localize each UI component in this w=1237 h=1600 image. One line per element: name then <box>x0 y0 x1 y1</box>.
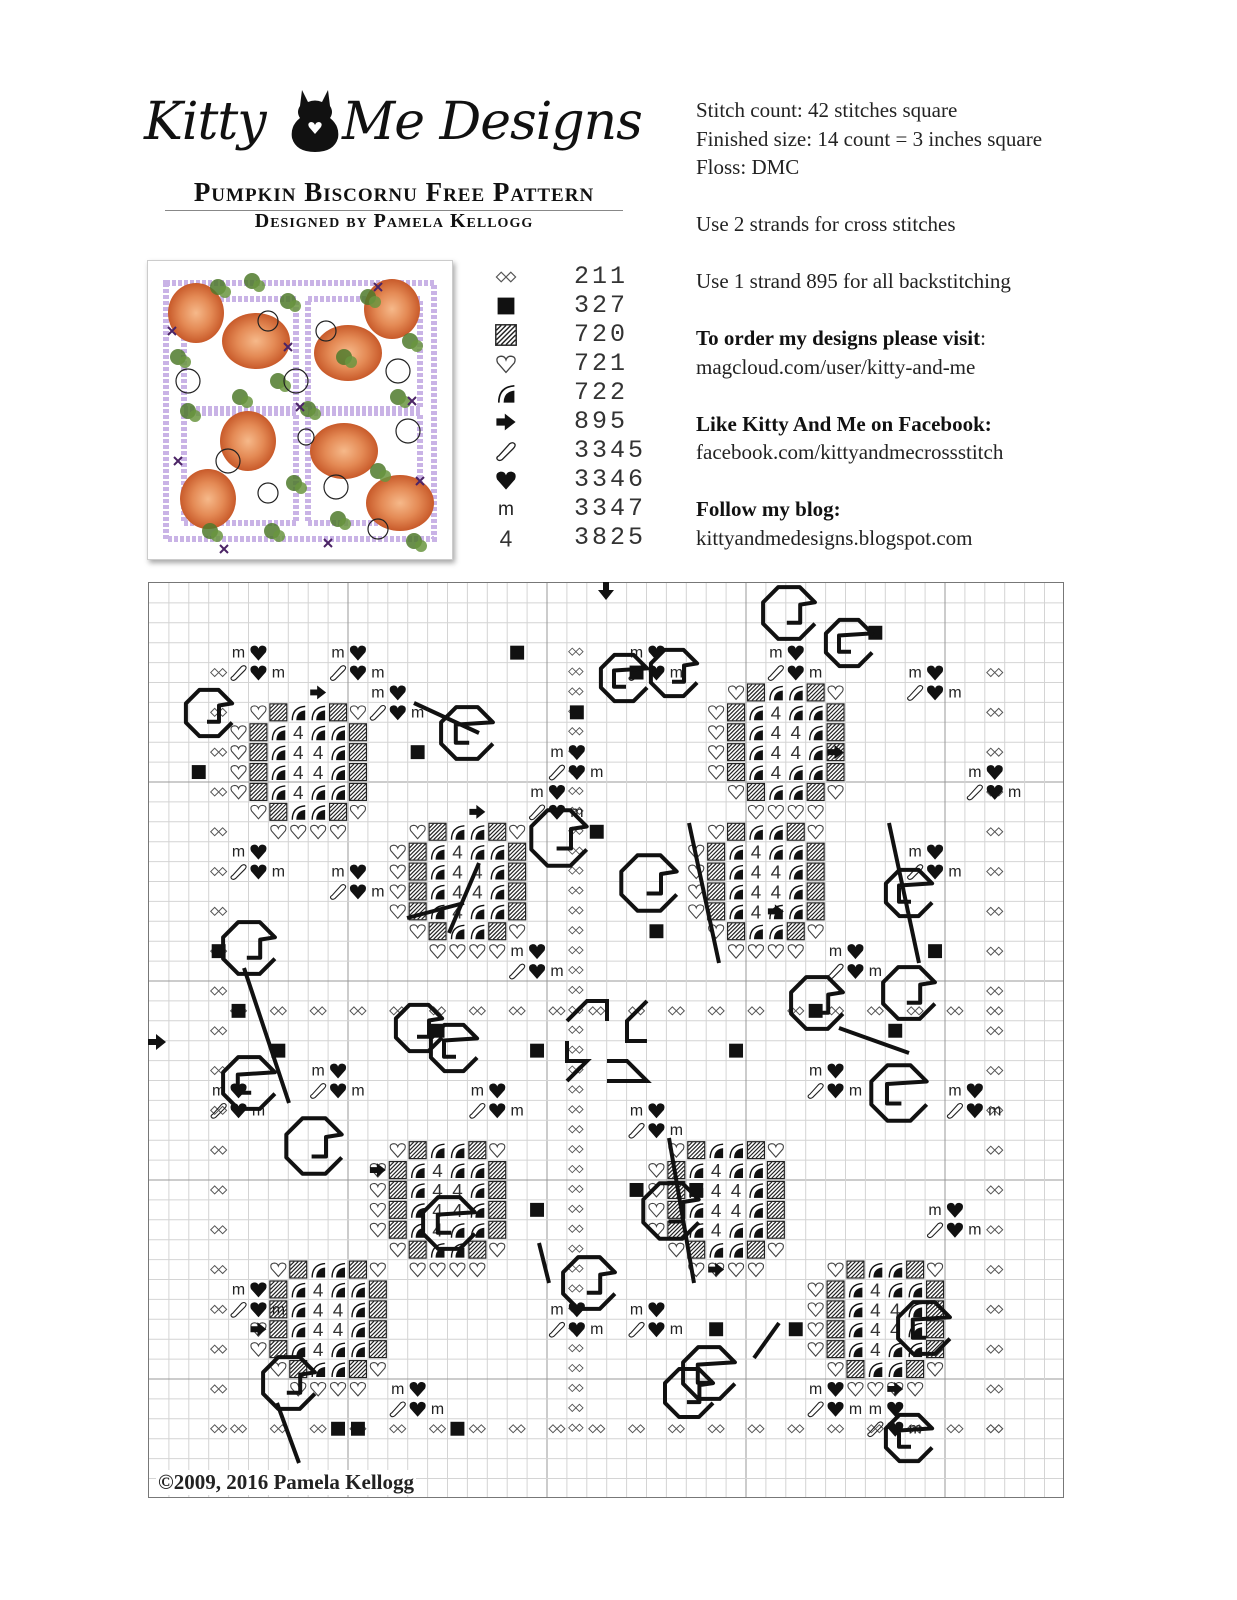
svg-text:m: m <box>570 803 584 821</box>
svg-text:4: 4 <box>710 1200 722 1222</box>
svg-text:4: 4 <box>452 882 463 904</box>
blog-heading: Follow my blog: <box>696 497 841 521</box>
filled-square-symbol-icon <box>490 294 522 318</box>
dmc-number: 720 <box>574 320 629 349</box>
svg-text:m: m <box>231 1281 246 1299</box>
legend-item <box>490 262 670 291</box>
dmc-number: 211 <box>574 262 629 291</box>
svg-text:4: 4 <box>770 743 782 765</box>
order-heading: To order my designs please visit <box>696 326 981 350</box>
svg-text:4: 4 <box>870 1340 881 1362</box>
svg-text:m: m <box>948 863 962 881</box>
svg-text:m: m <box>231 644 246 662</box>
svg-text:m: m <box>331 644 345 662</box>
svg-text:m: m <box>271 1301 285 1319</box>
dmc-number: 3345 <box>574 436 647 465</box>
legend-item <box>490 407 670 436</box>
svg-text:m: m <box>968 1221 982 1239</box>
svg-text:m: m <box>669 664 683 682</box>
svg-text:m: m <box>271 863 285 881</box>
svg-text:4: 4 <box>870 1300 881 1322</box>
svg-text:4: 4 <box>312 743 324 765</box>
backstitch-instructions: Use 1 strand 895 for all backstitching <box>696 269 1011 293</box>
dmc-number: 895 <box>574 407 629 436</box>
arrow-right-symbol-icon <box>490 410 522 434</box>
svg-text:4: 4 <box>332 1300 344 1322</box>
svg-text:4: 4 <box>750 882 762 904</box>
pattern-info <box>696 96 1042 552</box>
svg-text:m: m <box>590 1321 604 1339</box>
svg-text:4: 4 <box>750 902 762 924</box>
dmc-number: 3346 <box>574 465 647 494</box>
stitch-count: Stitch count: 42 stitches square <box>696 98 958 122</box>
logo-text-kitty: Kitty <box>144 92 266 152</box>
svg-text:m: m <box>908 664 922 682</box>
svg-text:4: 4 <box>770 723 782 745</box>
order-colon: : <box>980 326 986 350</box>
svg-text:4: 4 <box>499 525 513 550</box>
svg-text:4: 4 <box>312 1300 324 1322</box>
svg-text:4: 4 <box>472 862 483 884</box>
svg-text:m: m <box>590 764 604 782</box>
svg-text:m: m <box>1008 783 1022 801</box>
cross-stitch-strands: Use 2 strands for cross stitches <box>696 212 956 236</box>
svg-text:m: m <box>371 664 385 682</box>
svg-text:4: 4 <box>292 763 304 785</box>
svg-text:m: m <box>251 1102 266 1120</box>
svg-text:4: 4 <box>452 862 463 884</box>
svg-text:4: 4 <box>432 1180 443 1202</box>
floss-legend <box>490 262 670 552</box>
dmc-number: 3825 <box>574 523 647 552</box>
svg-text:4: 4 <box>870 1320 881 1342</box>
svg-text:m: m <box>928 1201 942 1219</box>
svg-text:4: 4 <box>452 1180 463 1202</box>
svg-text:4: 4 <box>730 1180 742 1202</box>
chart-grid <box>149 583 1064 1498</box>
svg-text:4: 4 <box>750 862 762 884</box>
svg-text:m: m <box>848 1082 863 1100</box>
svg-text:m: m <box>411 704 425 722</box>
blog-link[interactable]: kittyandmedesigns.blogspot.com <box>696 525 973 550</box>
svg-text:m: m <box>498 498 514 520</box>
4-symbol-icon <box>490 526 522 550</box>
svg-text:4: 4 <box>472 882 483 904</box>
svg-text:m: m <box>550 1301 564 1319</box>
m-symbol-icon <box>490 497 522 521</box>
svg-text:4: 4 <box>432 1200 443 1222</box>
svg-text:m: m <box>271 664 285 682</box>
svg-text:4: 4 <box>312 763 324 785</box>
legend-item <box>490 523 670 552</box>
svg-text:4: 4 <box>452 902 463 924</box>
outline-heart-symbol-icon <box>490 352 522 376</box>
svg-text:m: m <box>530 783 544 801</box>
svg-text:4: 4 <box>790 743 802 765</box>
page-title: Pumpkin Biscornu Free Pattern <box>165 176 623 211</box>
svg-text:m: m <box>828 943 843 961</box>
svg-text:m: m <box>868 1400 882 1418</box>
svg-text:m: m <box>371 883 385 901</box>
svg-text:m: m <box>550 963 564 981</box>
svg-text:m: m <box>669 1321 683 1339</box>
finished-preview-image <box>147 260 453 560</box>
svg-text:m: m <box>351 1082 365 1100</box>
svg-text:4: 4 <box>452 1200 463 1222</box>
center-arrow-down-icon <box>596 582 616 602</box>
logo-text-me-designs: Me Designs <box>342 92 642 152</box>
svg-text:m: m <box>629 1301 644 1319</box>
svg-text:4: 4 <box>432 1161 443 1183</box>
svg-text:m: m <box>231 843 246 861</box>
svg-text:4: 4 <box>312 1280 324 1302</box>
svg-text:m: m <box>988 1102 1002 1120</box>
svg-text:4: 4 <box>770 703 782 725</box>
svg-text:m: m <box>809 1380 823 1398</box>
svg-text:m: m <box>510 943 524 961</box>
svg-text:m: m <box>212 1082 226 1100</box>
svg-text:4: 4 <box>292 743 304 765</box>
svg-text:m: m <box>470 1082 484 1100</box>
svg-text:m: m <box>948 1082 962 1100</box>
center-arrow-right-icon <box>148 1032 168 1052</box>
svg-text:4: 4 <box>452 842 463 864</box>
svg-text:4: 4 <box>710 1161 722 1183</box>
svg-text:4: 4 <box>730 1200 742 1222</box>
svg-text:m: m <box>311 1062 325 1080</box>
svg-text:4: 4 <box>312 1340 324 1362</box>
svg-text:4: 4 <box>889 1300 901 1322</box>
svg-text:4: 4 <box>710 1220 722 1242</box>
legend-item <box>490 378 670 407</box>
quarter-arc-symbol-icon <box>490 381 522 405</box>
hatched-square-symbol-icon <box>490 323 522 347</box>
finished-size: Finished size: 14 count = 3 inches square <box>696 126 1043 151</box>
legend-item <box>490 291 670 320</box>
svg-text:4: 4 <box>889 1320 901 1342</box>
svg-text:m: m <box>908 843 922 861</box>
legend-item <box>490 465 670 494</box>
svg-text:m: m <box>809 1062 823 1080</box>
legend-item <box>490 320 670 349</box>
svg-text:m: m <box>391 1380 405 1398</box>
brand-logo <box>142 82 652 162</box>
dmc-number: 327 <box>574 291 629 320</box>
svg-text:m: m <box>948 684 962 702</box>
svg-text:4: 4 <box>750 842 762 864</box>
svg-text:m: m <box>669 1122 683 1140</box>
svg-text:m: m <box>550 744 564 762</box>
svg-text:m: m <box>809 664 823 682</box>
copyright-notice: ©2009, 2016 Pamela Kellogg <box>158 1470 414 1494</box>
svg-text:4: 4 <box>770 763 782 785</box>
preview-stitched-pumpkins <box>148 261 452 559</box>
dmc-number: 721 <box>574 349 629 378</box>
cat-heart-icon <box>290 86 340 152</box>
svg-text:4: 4 <box>770 862 782 884</box>
svg-text:m: m <box>968 764 982 782</box>
svg-text:m: m <box>769 644 783 662</box>
cross-stitch-chart <box>148 582 1064 1498</box>
svg-text:m: m <box>629 644 644 662</box>
svg-text:m: m <box>371 684 385 702</box>
svg-text:4: 4 <box>332 1320 344 1342</box>
svg-text:4: 4 <box>870 1280 881 1302</box>
svg-text:4: 4 <box>710 1180 722 1202</box>
svg-text:m: m <box>510 1102 524 1120</box>
facebook-heading: Like Kitty And Me on Facebook: <box>696 411 992 436</box>
svg-text:m: m <box>868 963 882 981</box>
svg-text:4: 4 <box>292 723 304 745</box>
svg-text:m: m <box>629 1102 644 1120</box>
svg-text:4: 4 <box>312 1320 324 1342</box>
svg-text:4: 4 <box>432 1220 443 1242</box>
pill-symbol-icon <box>490 439 522 463</box>
svg-text:4: 4 <box>292 782 304 804</box>
legend-item <box>490 494 670 523</box>
svg-text:m: m <box>848 1400 863 1418</box>
double-diamond-symbol-icon <box>490 265 522 289</box>
order-link[interactable]: magcloud.com/user/kitty-and-me <box>696 354 976 379</box>
svg-text:4: 4 <box>770 882 782 904</box>
facebook-link[interactable]: facebook.com/kittyandmecrossstitch <box>696 440 1004 464</box>
svg-text:m: m <box>908 1420 922 1438</box>
dmc-number: 722 <box>574 378 629 407</box>
svg-text:m: m <box>331 863 345 881</box>
dmc-number: 3347 <box>574 494 647 523</box>
svg-text:4: 4 <box>790 723 802 745</box>
svg-text:m: m <box>430 1400 445 1418</box>
legend-item <box>490 349 670 378</box>
filled-heart-symbol-icon <box>490 468 522 492</box>
legend-item <box>490 436 670 465</box>
floss-brand: Floss: DMC <box>696 155 800 179</box>
designer-credit: Designed by Pamela Kellogg <box>254 210 534 232</box>
